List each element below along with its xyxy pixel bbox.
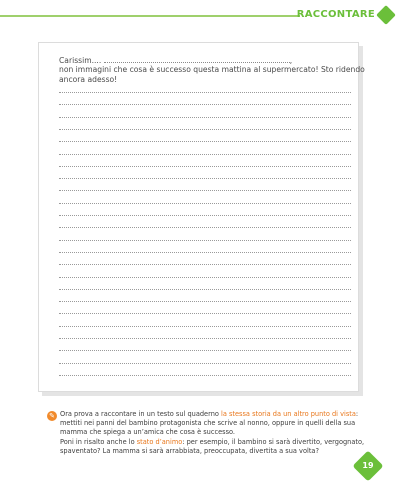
exercise-highlight-point-of-view: la stessa storia da un altro punto di vista: [221, 410, 356, 418]
page-header: [0, 0, 401, 36]
exercise-text: Poni in risalto anche lo: [60, 437, 137, 446]
writing-line[interactable]: [59, 277, 351, 278]
writing-line[interactable]: [59, 252, 351, 253]
exercise-text: Ora prova a raccontare in un testo sul quaderno: [60, 410, 222, 418]
writing-sheet: [38, 42, 365, 392]
header-rule: [0, 15, 300, 17]
exercise-line-3: mamma che spiega a un’amica che cosa è successo.: [60, 428, 236, 437]
writing-line[interactable]: [59, 129, 351, 130]
exercise-line-4: [60, 438, 365, 447]
writing-line[interactable]: [59, 227, 351, 228]
greeting-text: Carissim: [59, 56, 92, 65]
exercise-line-1: [60, 410, 365, 419]
writing-line[interactable]: [59, 104, 351, 105]
writing-line[interactable]: [59, 375, 351, 376]
writing-line[interactable]: [59, 363, 351, 364]
writing-line[interactable]: [59, 141, 351, 142]
leaf-icon: [376, 5, 396, 25]
writing-line[interactable]: [59, 289, 351, 290]
writing-line[interactable]: [59, 240, 351, 241]
writing-line[interactable]: [59, 264, 351, 265]
writing-line[interactable]: [59, 203, 351, 204]
exercise-instructions: [60, 410, 365, 456]
letter-line-2: ancora adesso!: [59, 75, 118, 84]
writing-line[interactable]: [59, 154, 351, 155]
writing-line[interactable]: [59, 117, 351, 118]
writing-line[interactable]: [59, 190, 351, 191]
exercise-line-2: mettiti nei panni del bambino protagonista che scrive al nonno, oppure in quelli della sua: [60, 419, 356, 428]
section-title: RACCONTARE: [296, 9, 375, 20]
writing-line[interactable]: [59, 166, 351, 167]
writing-line[interactable]: [59, 215, 351, 216]
writing-line[interactable]: [59, 92, 351, 93]
letter-line-1: non immagini che cosa è successo questa mattina al supermercato! Sto ridendo: [59, 65, 365, 74]
greeting-dots: ....: [91, 56, 102, 65]
writing-line[interactable]: [59, 350, 351, 351]
exercise-line-5: spaventato? La mamma si sarà arrabbiata, preoccupata, divertita a sua volta?: [60, 446, 319, 455]
page-number: 19: [362, 461, 374, 470]
exercise-text: : per esempio, il bambino si sarà divertito, vergognato,: [182, 437, 365, 446]
writing-line[interactable]: [59, 338, 351, 339]
exercise-text: :: [355, 410, 359, 418]
writing-line[interactable]: [59, 178, 351, 179]
writing-line[interactable]: [59, 326, 351, 327]
pencil-icon: ✎: [47, 411, 57, 421]
exercise-highlight-mood: stato d’animo: [136, 437, 183, 446]
writing-line[interactable]: [59, 301, 351, 302]
letter-greeting: Carissim.... ,: [59, 56, 293, 65]
recipient-blank[interactable]: [104, 55, 290, 63]
writing-line[interactable]: [59, 313, 351, 314]
